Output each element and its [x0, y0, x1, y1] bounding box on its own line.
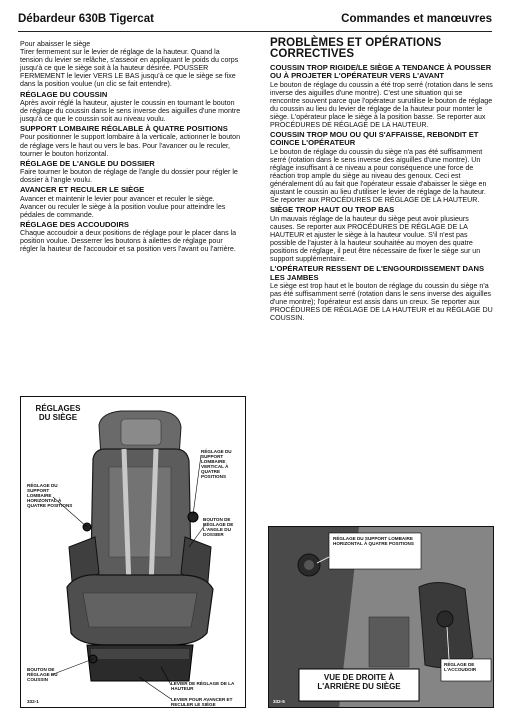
left-section-5: [20, 221, 242, 254]
right-section-3-text: Le siège est trop haut et le bouton de réglage du coussin du siège n'a pas été suffisamment serré (rotation dans le sens inverse des aiguilles d'une montre); l'opérateur est assis dans un creux. Se reporter aux PROCÉDURES DE RÉGLAGE DE LA HAUTEUR et au RÉGLAGE DU COUSSIN.: [270, 281, 493, 323]
rear-view-figure: [268, 526, 494, 708]
label-backrest-angle: BOUTON DE RÉGLAGE DE L'ANGLE DU DOSSIER: [203, 517, 234, 537]
right-section-1-text: Le bouton de réglage du coussin du siège n'a pas été suffisamment serré (rotation dans le sens inverse des aiguilles d'une montre). Un réglage insuffisant à ce niveau a pour conséquence une force de réaction trop ample du siège au niveau des genoux. Ceci est généralement dû au fait que l'opérateur essaie d'abaisser le siège en ajustant le coussin au lieu d'utiliser le levier de réglage de la hauteur. Se reporter aux PROCÉDURES DE RÉGLAGE DE LA HAUTEUR.: [270, 147, 487, 205]
left-column: [20, 40, 242, 255]
label-fore-aft-lever: LEVIER POUR AVANCER ET RECULER LE SIÈGE: [171, 697, 233, 707]
left-section-2-title: SUPPORT LOMBAIRE RÉGLABLE À QUATRE POSITIONS: [20, 124, 228, 134]
label-cushion-knob: BOUTON DE RÉGLAGE DU COUSSIN: [27, 667, 58, 682]
left-section-4-text: Avancer et maintenir le levier pour avancer et reculer le siège. Avancer ou reculer le siège à la position voulue pour atteindre les pédales de commande.: [20, 194, 226, 219]
right-section-3-title: L'OPÉRATEUR RESSENT DE L'ENGOURDISSEMENT DANS LES JAMBES: [270, 264, 485, 282]
seat-adjustments-figure: [20, 396, 246, 708]
left-section-5-title: RÉGLAGE DES ACCOUDOIRS: [20, 219, 129, 229]
model-title: Débardeur 630B Tigercat: [18, 13, 154, 25]
seat-adjustments-heading: RÉGLAGES DU SIÈGE: [35, 404, 81, 422]
left-section-3-text: Faire tourner le bouton de réglage de l'angle du dossier pour régler le dossier à l'angle voulu.: [20, 168, 238, 185]
right-section-2-text: Un mauvais réglage de la hauteur du siège peut avoir plusieurs causes. Se reporter aux PROCÉDURES DE RÉGLAGE DE LA HAUTEUR et ajuster le siège à la hauteur voulue. S'il n'est pas possible de l'ajuster à la hauteur souhaitée au moyen des quatre positions de réglage, il peut être nécessaire de fixer le siège sur un support supplémentaire.: [270, 214, 481, 264]
seat-illustration: [21, 397, 246, 708]
right-column: [270, 38, 494, 324]
left-section-1-title: RÉGLAGE DU COUSSIN: [20, 89, 108, 99]
rear-view-heading: VUE DE DROITE À L'ARRIÈRE DU SIÈGE: [317, 673, 401, 691]
right-section-0-title: COUSSIN TROP RIGIDE/LE SIÈGE A TENDANCE À POUSSER OU À PROJETER L'OPÉRATEUR VERS L'AVANT: [270, 63, 492, 81]
left-section-0: [20, 40, 242, 89]
left-section-2-text: Pour positionner le support lombaire à la verticale, actionner le bouton de réglage vers le haut ou vers le bas. Pour l'avancer ou le reculer, tourner le bouton horizontal.: [20, 133, 241, 158]
section-title: Commandes et manœuvres: [341, 13, 492, 25]
label-lumbar-vertical: RÉGLAGE DU SUPPORT LOMBAIRE VERTICAL À QUATRE POSITIONS: [201, 449, 232, 479]
left-section-4-title: AVANCER ET RECULER LE SIÈGE: [20, 185, 145, 195]
seat-adjustments-figure-id: 332-1: [27, 699, 39, 704]
left-section-0-text: Pour abaisser le siège Tirer fermement sur le levier de réglage de la hauteur. Quand la tension du levier se relâche, s'asseoir en appliquant le poids du corps jusqu'à ce que le siège soit à la hauteur désirée. POUSSER FERMEMENT le levier VERS LE BAS jusqu'à ce que le siège se fixe dans la position voulue (un clic se fait entendre).: [20, 40, 239, 89]
right-section-0: [270, 64, 494, 129]
left-section-1: [20, 91, 242, 124]
right-section-2: [270, 206, 494, 263]
left-section-3: [20, 160, 242, 184]
right-section-1-title: COUSSIN TROP MOU OU QUI S'AFFAISSE, REBONDIT ET COINCE L'OPÉRATEUR: [270, 130, 479, 148]
label-height-lever: LEVIER DE RÉGLAGE DE LA HAUTEUR: [171, 681, 235, 691]
right-section-3: [270, 265, 494, 322]
left-section-3-title: RÉGLAGE DE L'ANGLE DU DOSSIER: [20, 158, 155, 168]
right-section-0-text: Le bouton de réglage du coussin a été trop serré (rotation dans le sens inverse des aiguilles d'une montre). C'est une situation qui se rencontre souvent parce que l'opérateur surutilise le bouton de réglage du coussin au lieu du levier de réglage de la hauteur pour monter le siège. L'opérateur place le siège à la position basse. Se reporter aux PROCÉDURES DE RÉGLAGE DE LA HAUTEUR.: [270, 80, 493, 130]
right-section-1: [270, 131, 494, 204]
rear-view-figure-id: 332-5: [273, 699, 285, 704]
left-section-5-text: Chaque accoudoir a deux positions de réglage pour le placer dans la position voulue. Desserrer les boutons à ailettes de réglage pour régler la hauteur de l'accoudoir et sa position vers l'avant ou l'arrière.: [20, 229, 237, 254]
label-armrest: RÉGLAGE DE L'ACCOUDOIR: [444, 662, 477, 672]
label-lumbar-horizontal: RÉGLAGE DU SUPPORT LOMBAIRE HORIZONTAL À QUATRE POSITIONS: [27, 483, 73, 508]
left-section-4: [20, 186, 242, 219]
right-section-2-title: SIÈGE TROP HAUT OU TROP BAS: [270, 205, 395, 215]
label-rear-lumbar-horizontal: RÉGLAGE DU SUPPORT LOMBAIRE HORIZONTAL À QUATRE POSITIONS: [333, 536, 414, 546]
page-header: [18, 12, 492, 32]
left-section-1-text: Après avoir réglé la hauteur, ajuster le coussin en tournant le bouton de réglage du coussin dans le sens inverse des aiguilles d'une montre jusqu'à ce que le coussin soit au niveau voulu.: [20, 98, 241, 124]
troubleshooting-title: PROBLÈMES ET OPÉRATIONS CORRECTIVES: [270, 37, 442, 60]
left-section-2: [20, 125, 242, 158]
